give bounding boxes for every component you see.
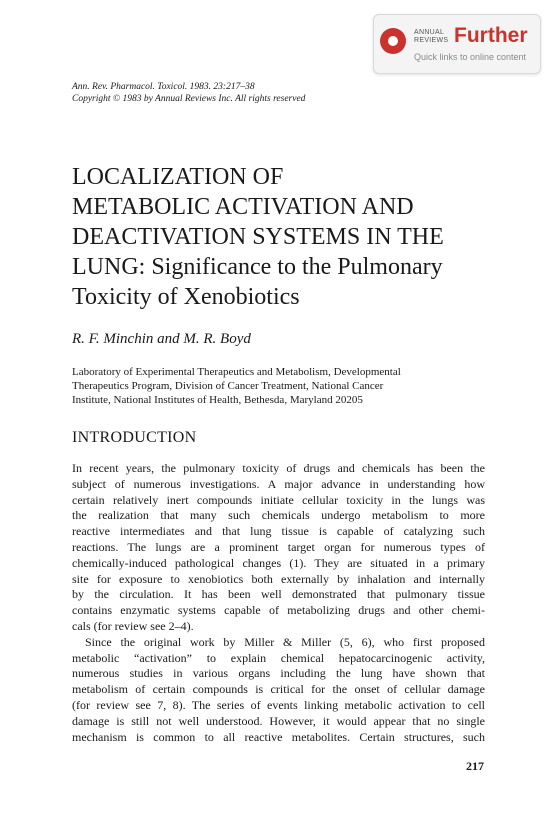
reviews-label: REVIEWS — [414, 37, 449, 44]
body-line: mechanism is common to all reactive metabolites. Certain structures, such — [72, 729, 485, 744]
affiliation-line: Institute, National Institutes of Health, Bethesda, Maryland 20205 — [72, 394, 363, 406]
body-line: In recent years, the pulmonary toxicity of drugs and chemicals has been the — [72, 461, 485, 475]
body-line: cals (for review see 2–4). — [72, 618, 194, 633]
body-line: subject of numerous investigations. A major advance in understanding how — [72, 476, 485, 491]
annual-reviews-label — [414, 29, 448, 45]
body-line: damage is still not well understood. However, it would appear that no single — [72, 713, 485, 728]
further-subtitle: Quick links to online content — [414, 52, 527, 62]
title-line: DEACTIVATION SYSTEMS IN THE — [72, 224, 444, 250]
body-line: contains enzymatic systems capable of metabolizing drugs and other chemi- — [72, 603, 485, 618]
body-line: metabolic “activation” to explain chemical hepatocarcinogenic activity, — [72, 650, 485, 665]
affiliation-line: Laboratory of Experimental Therapeutics and Metabolism, Developmental — [72, 366, 401, 378]
further-links-badge[interactable] — [373, 14, 541, 74]
affiliation — [72, 365, 401, 407]
article-title — [72, 162, 444, 312]
further-word: Further — [454, 24, 528, 47]
authors: R. F. Minchin and M. R. Boyd — [72, 331, 251, 347]
body-line: by the circulation. It has been well demonstrated that pulmonary tissue — [72, 587, 485, 602]
title-line: LUNG: Significance to the Pulmonary — [72, 254, 443, 280]
body-line: reactive intermediates and that lung tissue is capable of catalyzing such — [72, 524, 485, 539]
introduction-body — [72, 461, 485, 745]
title-line: LOCALIZATION OF — [72, 164, 284, 190]
body-line: reactions. The lungs are a prominent target organ for numerous types of — [72, 539, 485, 554]
annual-label: ANNUAL — [414, 29, 445, 36]
page-number: 217 — [466, 759, 484, 773]
body-line: the realization that many such chemicals undergo metabolism to more — [72, 508, 485, 523]
annual-reviews-logo-icon — [380, 28, 406, 54]
body-line: site for exposure to xenobiotics both externally by inhalation and internally — [72, 571, 485, 586]
body-line: Since the original work by Miller & Miller (5, 6), who first proposed — [85, 634, 485, 649]
body-line: numerous studies in various organs including the lung have shown that — [72, 666, 485, 681]
section-heading-introduction: INTRODUCTION — [72, 429, 197, 446]
body-line: metabolism of certain compounds is critical for the onset of cellular damage — [72, 682, 485, 697]
body-line: chemically-induced pathological changes (1). They are situated in a primary — [72, 555, 485, 570]
body-line: (for review see 7, 8). The series of events linking metabolic activation to cell — [72, 697, 485, 712]
journal-citation: Ann. Rev. Pharmacol. Toxicol. 1983. 23:217–38 — [72, 82, 255, 92]
body-line: certain relatively inert compounds initiate cellular toxicity in the lungs was — [72, 492, 485, 507]
title-line: METABOLIC ACTIVATION AND — [72, 194, 414, 220]
copyright-line: Copyright © 1983 by Annual Reviews Inc. All rights reserved — [72, 94, 306, 104]
affiliation-line: Therapeutics Program, Division of Cancer Treatment, National Cancer — [72, 380, 384, 392]
title-line: Toxicity of Xenobiotics — [72, 284, 300, 310]
